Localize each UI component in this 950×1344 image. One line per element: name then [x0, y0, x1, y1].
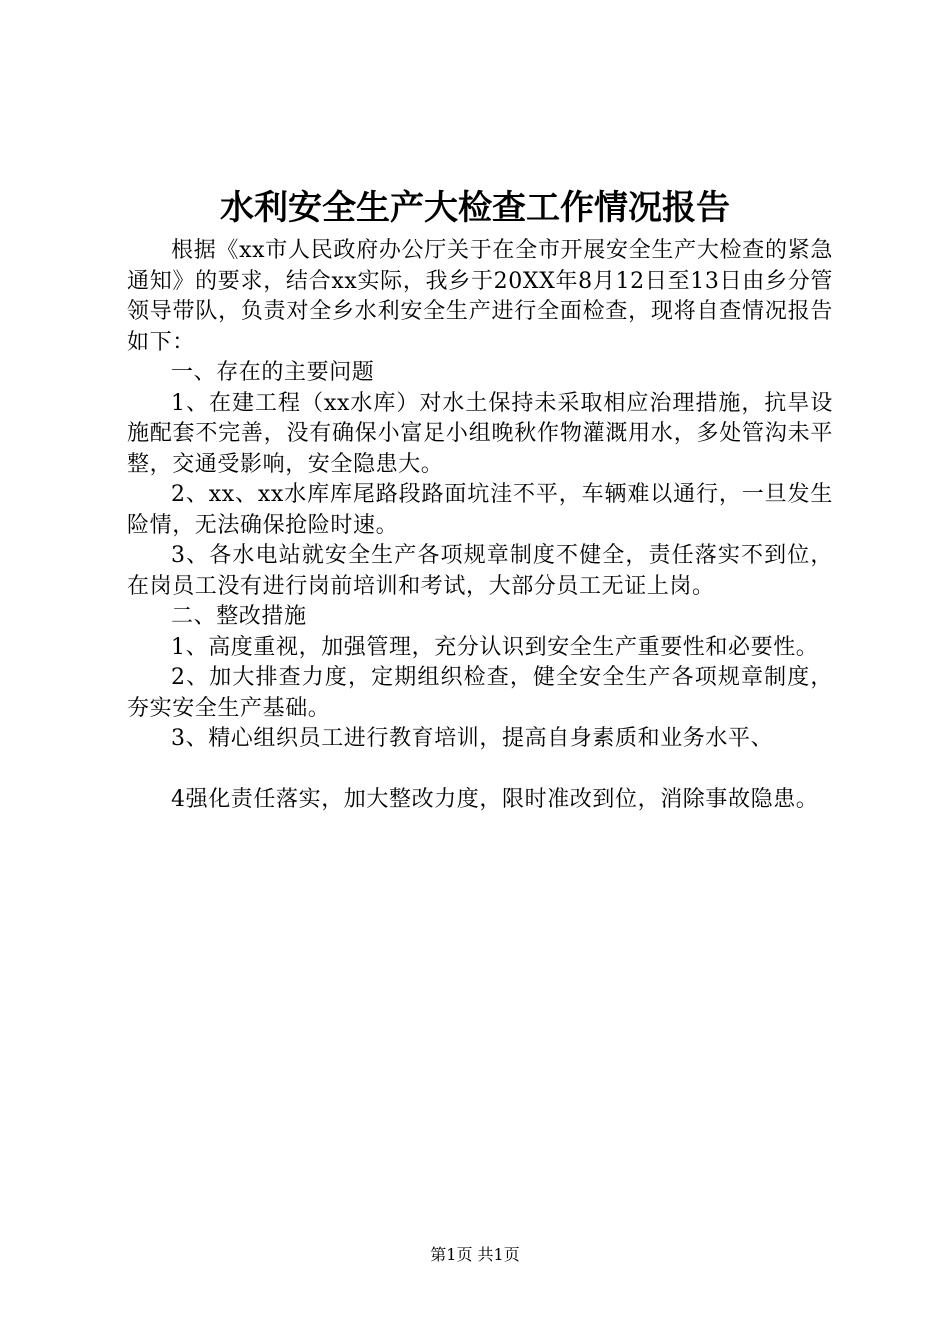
document-title: 水利安全生产大检查工作情况报告 [220, 188, 730, 228]
section-heading-measures: 二、整改措施 [171, 604, 307, 629]
document-body [127, 236, 833, 815]
problem-item-2: 2、xx、xx水库库尾路段路面坑洼不平，车辆难以通行，一旦发生险情，无法确保抢险时速。 [127, 482, 833, 538]
problem-item-3: 3、各水电站就安全生产各项规章制度不健全，责任落实不到位，在岗员工没有进行岗前培训和考试，大部分员工无证上岗。 [127, 543, 833, 599]
measure-item-3: 3、精心组织员工进行教育培训，提高自身素质和业务水平、 [171, 726, 774, 751]
problem-item-1: 1、在建工程（xx水库）对水土保持未采取相应治理措施，抗旱设施配套不完善，没有确保小富足小组晚秋作物灌溉用水，多处管沟未平整，交通受影响，安全隐患大。 [127, 390, 833, 477]
section-heading-problems: 一、存在的主要问题 [171, 360, 375, 385]
measure-item-2: 2、加大排查力度，定期组织检查，健全安全生产各项规章制度，夯实安全生产基础。 [127, 665, 833, 721]
measure-item-4: 4强化责任落实，加大整改力度，限时准改到位，消除事故隐患。 [171, 786, 819, 812]
intro-paragraph: 根据《xx市人民政府办公厅关于在全市开展安全生产大检查的紧急通知》的要求，结合xx实际，我乡于20XX年8月12日至13日由乡分管领导带队，负责对全乡水利安全生产进行全面检查，现将自查情况报告如下： [127, 238, 833, 355]
page-footer: 第1页 共1页 [430, 1245, 520, 1264]
measure-item-1: 1、高度重视，加强管理，充分认识到安全生产重要性和必要性。 [171, 634, 819, 660]
